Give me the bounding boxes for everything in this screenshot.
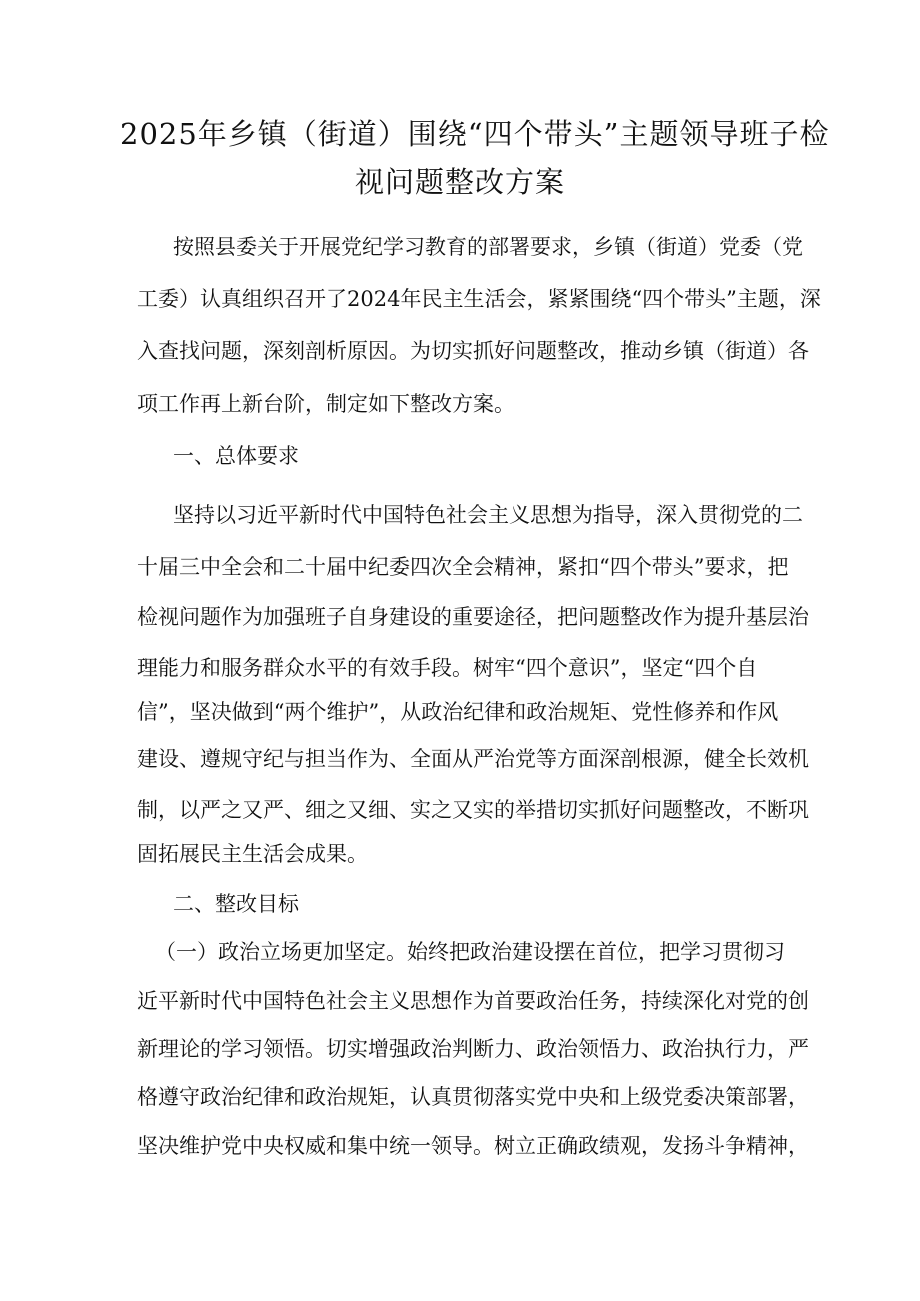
section-heading: 一、总体要求 (173, 444, 299, 468)
paragraph-line: 入查找问题，深刻剖析原因。为切实抓好问题整改，推动乡镇（街道）各 (137, 339, 809, 363)
paragraph-line: 近平新时代中国特色社会主义思想作为首要政治任务，持续深化对党的创 (137, 989, 809, 1013)
section-heading: 二、整改目标 (173, 892, 299, 916)
paragraph-line: 固拓展民主生活会成果。 (137, 842, 368, 866)
paragraph-line: 格遵守政治纪律和政治规矩，认真贯彻落实党中央和上级党委决策部署， (137, 1085, 809, 1109)
paragraph-line: 十届三中全会和二十届中纪委四次全会精神，紧扣“四个带头”要求，把 (137, 555, 789, 579)
paragraph-line: 坚持以习近平新时代中国特色社会主义思想为指导，深入贯彻党的二 (173, 503, 803, 527)
document-title-line-1: 2025年乡镇（街道）围绕“四个带头”主题领导班子检 (120, 117, 830, 151)
paragraph-line: 理能力和服务群众水平的有效手段。树牢“四个意识”，坚定“四个自 (137, 656, 758, 680)
paragraph-line: （一）政治立场更加坚定。始终把政治建设摆在首位，把学习贯彻习 (155, 940, 785, 964)
paragraph-line: 按照县委关于开展党纪学习教育的部署要求，乡镇（街道）党委（党 (173, 235, 803, 259)
paragraph-line: 信”，坚决做到“两个维护”，从政治纪律和政治规矩、党性修养和作风 (137, 700, 779, 724)
paragraph-line: 检视问题作为加强班子自身建设的重要途径，把问题整改作为提升基层治 (137, 605, 809, 629)
paragraph-line: 项工作再上新台阶，制定如下整改方案。 (137, 392, 515, 416)
paragraph-line: 建设、遵规守纪与担当作为、全面从严治党等方面深剖根源，健全长效机 (137, 747, 809, 771)
paragraph-line: 新理论的学习领悟。切实增强政治判断力、政治领悟力、政治执行力，严 (137, 1037, 809, 1061)
paragraph-line: 工委）认真组织召开了2024年民主生活会，紧紧围绕“四个带头”主题，深 (137, 287, 821, 311)
paragraph-line: 坚决维护党中央权威和集中统一领导。树立正确政绩观，发扬斗争精神， (137, 1134, 809, 1158)
paragraph-line: 制，以严之又严、细之又细、实之又实的举措切实抓好问题整改，不断巩 (137, 798, 809, 822)
document-title-line-2: 视问题整改方案 (354, 165, 565, 199)
